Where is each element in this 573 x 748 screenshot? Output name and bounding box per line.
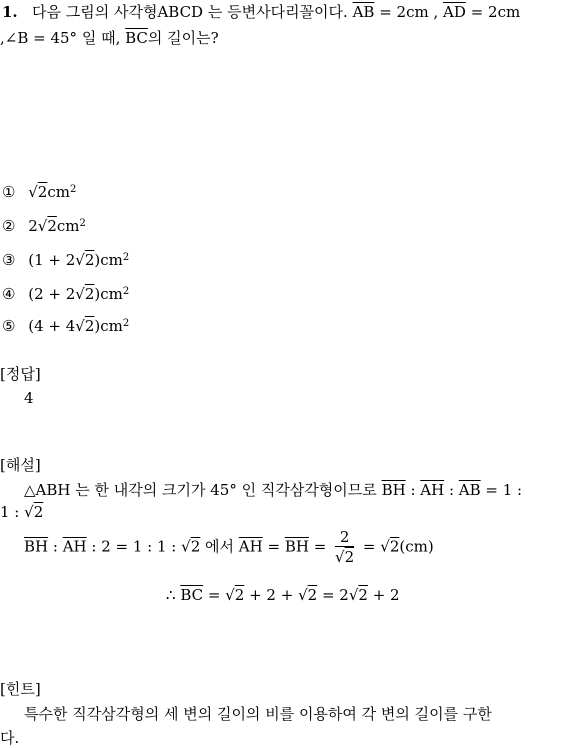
fraction-denominator bbox=[335, 547, 354, 567]
choice-prefix: (1 + 2 bbox=[28, 251, 76, 269]
ratio-value: 1 : bbox=[0, 503, 25, 521]
sqrt-sign: √ bbox=[335, 548, 345, 566]
ratio-colon: : bbox=[405, 481, 421, 499]
equals: = bbox=[358, 537, 381, 556]
ratio-value: = 1 : bbox=[480, 481, 523, 499]
answer-heading: [정답] bbox=[0, 365, 41, 383]
choice-3[interactable] bbox=[2, 250, 129, 270]
question-line-1 bbox=[2, 2, 520, 22]
choice-4[interactable] bbox=[2, 284, 129, 304]
choice-exponent: 2 bbox=[122, 318, 130, 329]
unit: (cm) bbox=[399, 537, 434, 556]
sqrt-sign: √ bbox=[225, 586, 235, 604]
choice-marker: ② bbox=[2, 217, 16, 235]
radicand: 2 bbox=[84, 285, 95, 303]
choice-unit: cm bbox=[47, 183, 70, 201]
choice-marker: ④ bbox=[2, 285, 16, 303]
fraction bbox=[335, 528, 354, 567]
segment-ad: $\overline{AD}$ bbox=[443, 3, 466, 21]
sqrt-sign: √ bbox=[75, 317, 85, 335]
hint-heading: [힌트] bbox=[0, 680, 41, 698]
fraction-numerator: 2 bbox=[335, 528, 354, 547]
segment-ah: $\overline{AH}$ bbox=[62, 537, 87, 556]
choice-1[interactable] bbox=[2, 182, 76, 202]
equals: = bbox=[203, 586, 226, 604]
question-text: 다음 그림의 사각형ABCD 는 등변사다리꼴이다. bbox=[31, 3, 348, 21]
radicand: 2 bbox=[358, 586, 368, 604]
choice-unit: )cm bbox=[94, 251, 123, 269]
radicand: 2 bbox=[84, 251, 95, 269]
choice-prefix: (2 + 2 bbox=[28, 285, 76, 303]
segment-bc: $\overline{BC}$ bbox=[180, 586, 204, 604]
length-ad: = 2cm bbox=[470, 3, 521, 21]
explanation-heading: [해설] bbox=[0, 456, 41, 474]
radicand: 2 bbox=[234, 586, 245, 604]
equals-term: = 2 bbox=[317, 586, 349, 604]
segment-bh: $\overline{BH}$ bbox=[381, 481, 406, 499]
sqrt-sign: √ bbox=[181, 537, 191, 556]
therefore-symbol: ∴ bbox=[166, 586, 181, 604]
choice-prefix: 2 bbox=[28, 217, 38, 235]
explanation-conclusion bbox=[166, 585, 400, 605]
answer-value: 4 bbox=[24, 389, 34, 407]
radicand: 2 bbox=[307, 586, 318, 604]
choice-marker: ⑤ bbox=[2, 317, 16, 335]
sqrt-sign: √ bbox=[75, 251, 85, 269]
choice-marker: ③ bbox=[2, 251, 16, 269]
explanation-line-3 bbox=[24, 528, 434, 567]
radicand: 2 bbox=[33, 503, 44, 521]
explanation-line-2 bbox=[0, 502, 43, 522]
sqrt-sign: √ bbox=[28, 183, 38, 201]
choice-unit: cm bbox=[56, 217, 80, 235]
segment-ab: $\overline{AB}$ bbox=[352, 3, 375, 21]
question-number: 1. bbox=[2, 3, 18, 21]
question-ask: 의 길이는? bbox=[147, 29, 219, 47]
choice-5[interactable] bbox=[2, 316, 129, 336]
equals: = bbox=[262, 537, 285, 556]
sqrt-sign: √ bbox=[75, 285, 85, 303]
sqrt-sign: √ bbox=[37, 217, 48, 235]
choice-marker: ① bbox=[2, 183, 16, 201]
choice-exponent: 2 bbox=[79, 218, 86, 229]
ratio-colon: : bbox=[48, 537, 63, 556]
length-ab: = 2cm , bbox=[379, 3, 439, 21]
plus-term: + 2 + bbox=[244, 586, 299, 604]
equals: = bbox=[308, 537, 332, 556]
segment-ah: $\overline{AH}$ bbox=[238, 537, 263, 556]
plus-term: + 2 bbox=[367, 586, 400, 604]
radicand: 2 bbox=[344, 548, 355, 566]
sqrt-sign: √ bbox=[24, 503, 34, 521]
choice-exponent: 2 bbox=[122, 286, 130, 297]
ratio-value: : 2 = 1 : 1 : bbox=[86, 537, 182, 556]
segment-bh: $\overline{BH}$ bbox=[24, 537, 49, 556]
sqrt-sign: √ bbox=[348, 586, 359, 604]
radicand: 2 bbox=[389, 537, 400, 556]
choice-unit: )cm bbox=[94, 317, 123, 335]
choice-2[interactable] bbox=[2, 216, 86, 236]
choice-prefix: (4 + 4 bbox=[28, 317, 76, 335]
hint-line-1: 특수한 직각삼각형의 세 변의 길이의 비를 이용하여 각 변의 길이를 구한 bbox=[24, 705, 492, 723]
explanation-text: △ABH 는 한 내각의 크기가 45° 인 직각삼각형이므로 bbox=[24, 481, 377, 499]
choice-exponent: 2 bbox=[122, 252, 130, 263]
angle-b: ,∠B = 45° 일 때, bbox=[0, 29, 121, 47]
radicand: 2 bbox=[37, 183, 48, 201]
ratio-colon: : bbox=[444, 481, 459, 499]
hint-line-2: 다. bbox=[0, 729, 20, 747]
segment-bh: $\overline{BH}$ bbox=[284, 537, 309, 556]
question-line-2 bbox=[0, 28, 219, 48]
sqrt-sign: √ bbox=[380, 537, 390, 556]
explanation-text: 에서 bbox=[200, 537, 239, 556]
segment-bc: $\overline{BC}$ bbox=[125, 29, 148, 47]
sqrt-sign: √ bbox=[298, 586, 308, 604]
choice-exponent: 2 bbox=[69, 184, 77, 195]
segment-ab: $\overline{AB}$ bbox=[458, 481, 481, 499]
segment-ah: $\overline{AH}$ bbox=[420, 481, 445, 499]
radicand: 2 bbox=[84, 317, 95, 335]
radicand: 2 bbox=[47, 217, 57, 235]
explanation-line-1 bbox=[24, 480, 522, 500]
choice-unit: )cm bbox=[94, 285, 123, 303]
radicand: 2 bbox=[190, 537, 201, 556]
